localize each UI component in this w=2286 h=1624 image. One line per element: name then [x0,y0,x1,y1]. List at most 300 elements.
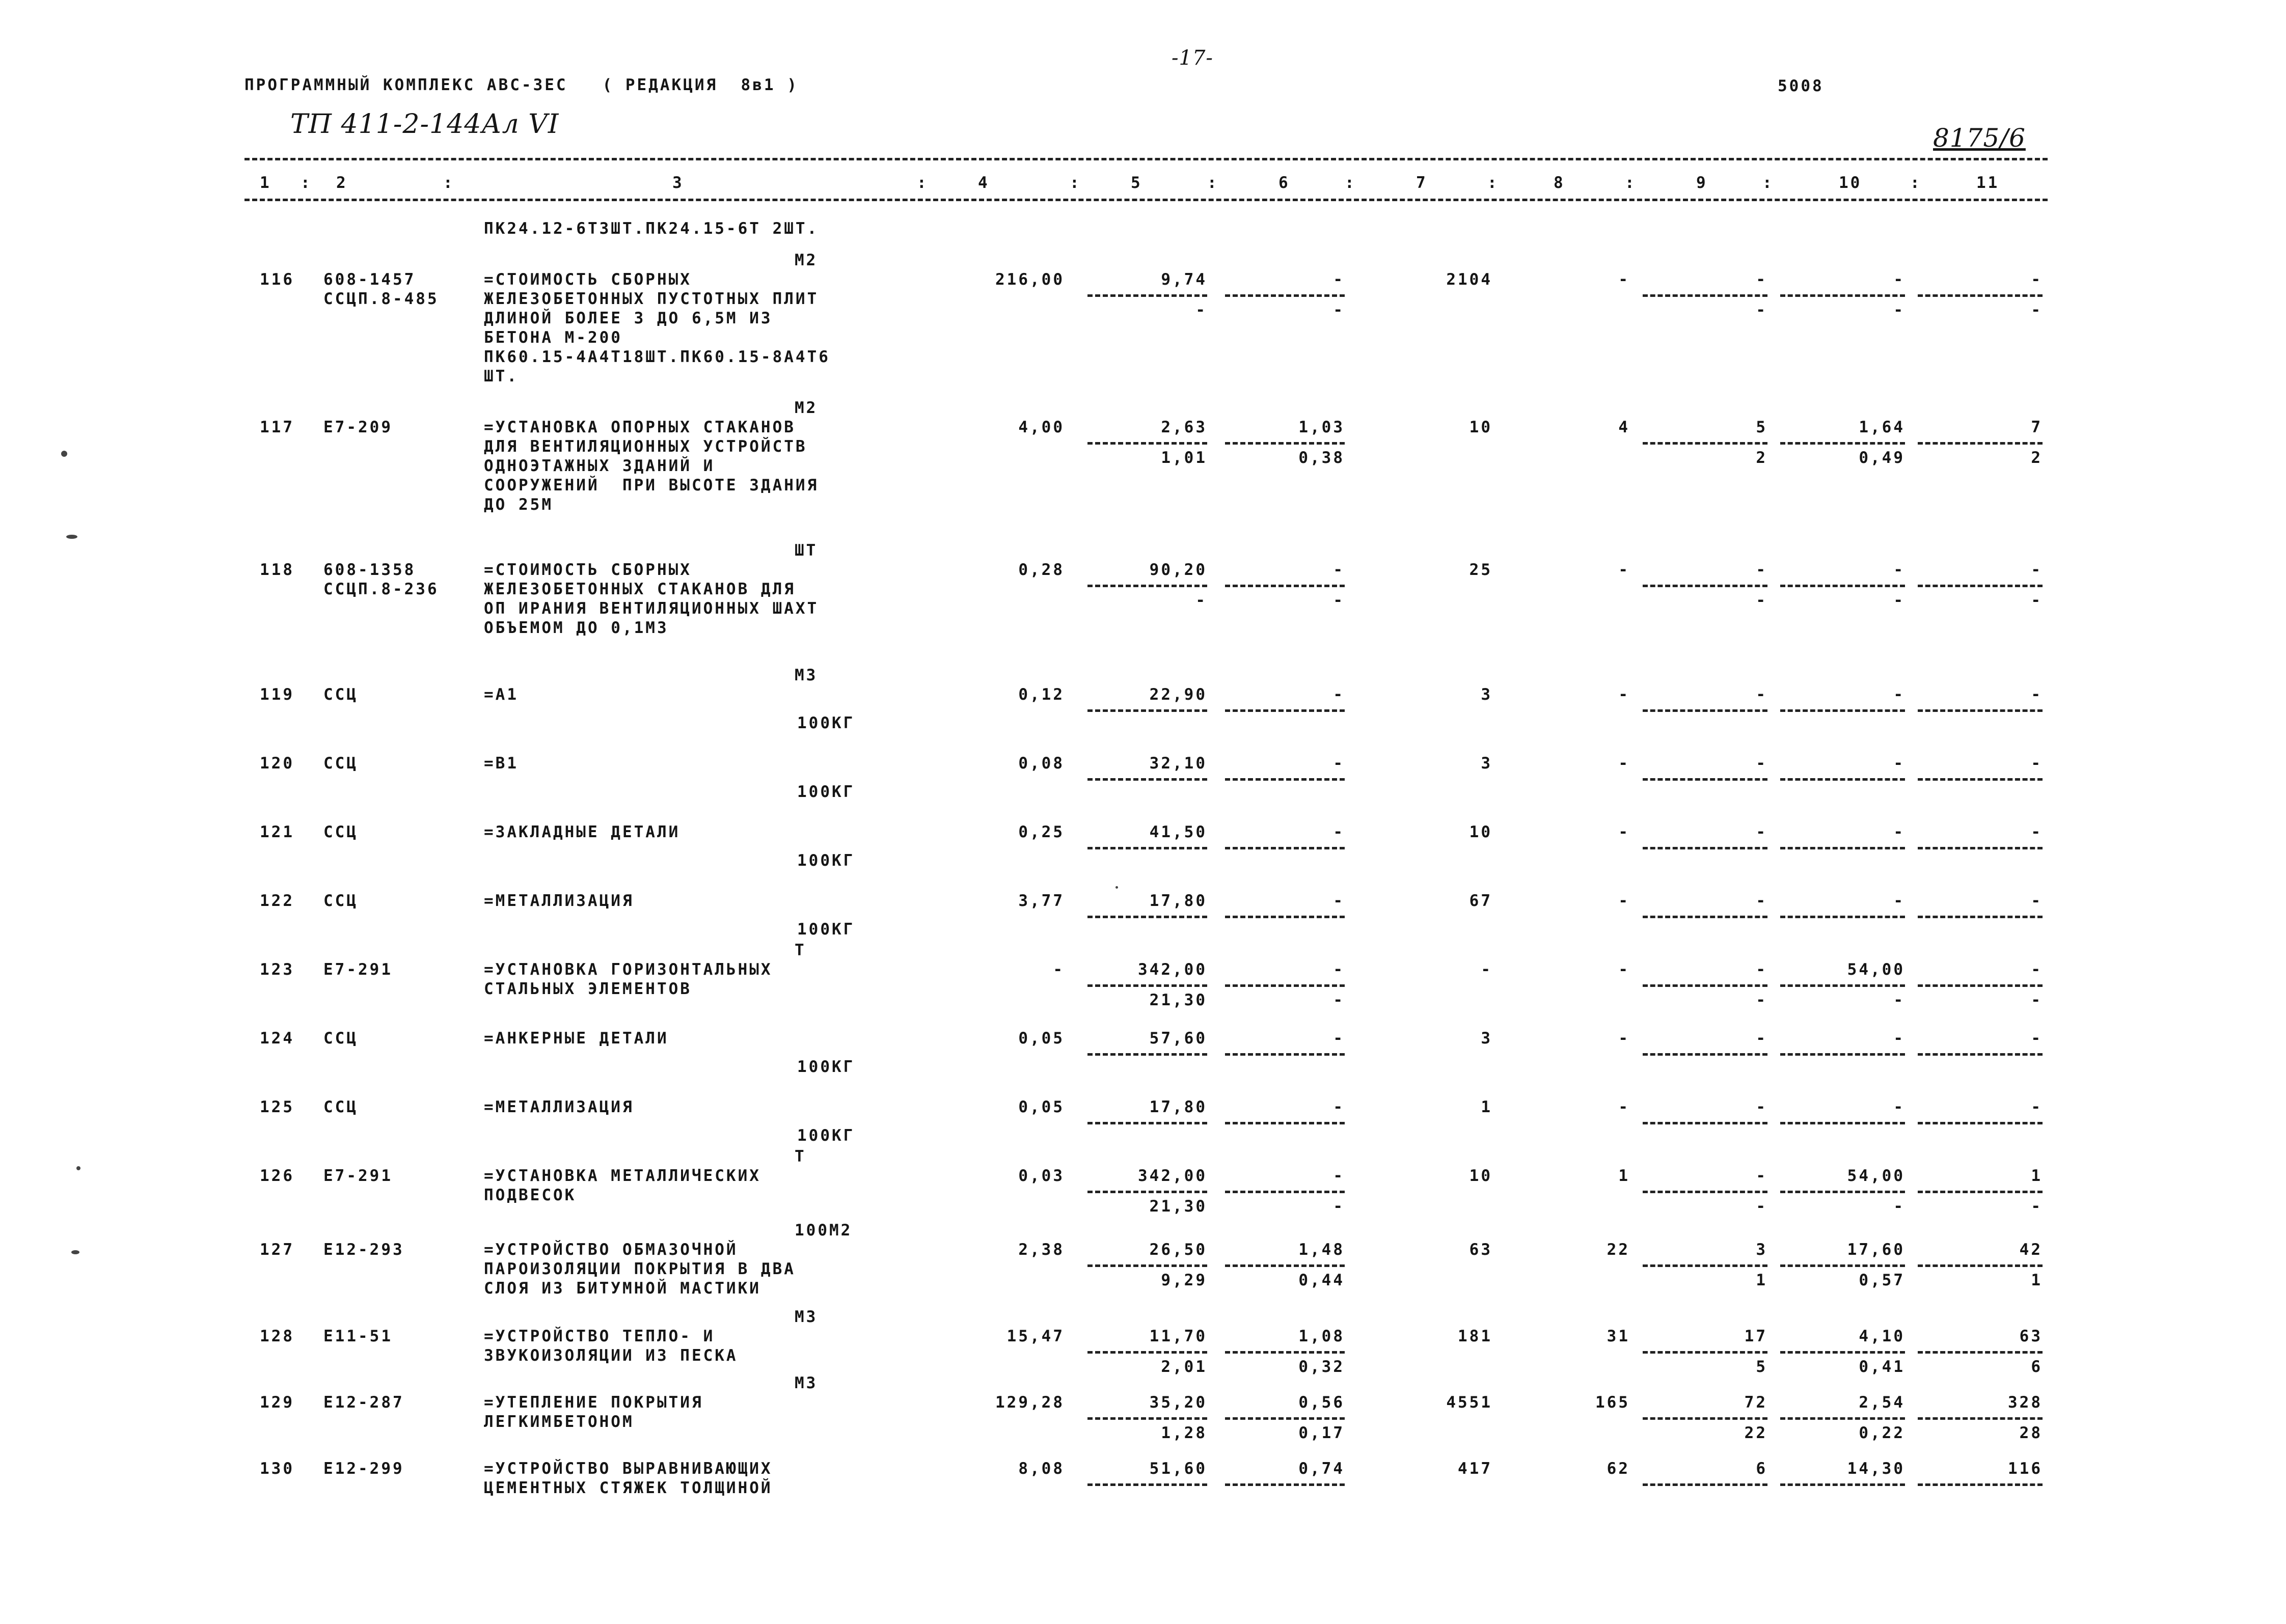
norm-code: ССЦ [323,1098,358,1116]
header-rule-top [244,158,2048,160]
unit-of-measure: М3 [795,1308,818,1326]
unit-of-measure: М3 [795,666,818,684]
cell-divider [1780,984,1905,987]
work-description-line: БЕТОНА М-200 [484,328,622,347]
cost-cell: - [1893,823,1905,841]
cell-divider [1918,1053,2043,1056]
unit-of-measure-secondary: 100КГ [797,1126,855,1145]
work-description-line: ОБЪЕМОМ ДО 0,1М3 [484,619,669,637]
cost-cell-secondary: 2 [1756,449,1767,467]
cost-cell-secondary: - [1756,1197,1767,1216]
unit-of-measure: М3 [795,1374,818,1392]
unit-of-measure: 100М2 [795,1221,853,1240]
quantity-cell: 0,12 [1018,685,1065,704]
cost-cell-secondary: - [1756,301,1767,319]
cell-divider [1780,778,1905,781]
cost-cell: 63 [2019,1327,2043,1345]
cost-cell: - [2031,685,2043,704]
cost-cell: - [2031,754,2043,773]
price-cell-secondary: 0,17 [1298,1424,1345,1442]
norm-code: Е12-299 [323,1460,404,1478]
column-header-4: 4 [978,174,990,192]
cost-cell: 1 [2031,1167,2043,1185]
work-description-line: ЗВУКОИЗОЛЯЦИИ ИЗ ПЕСКА [484,1346,738,1365]
cell-divider [1643,778,1767,781]
cost-cell: - [1893,561,1905,579]
cost-cell-secondary: - [2031,301,2043,319]
unit-of-measure-secondary: 100КГ [797,1058,855,1076]
row-number: 129 [260,1393,294,1412]
unit-of-measure: Т [795,941,806,959]
price-cell-secondary: 21,30 [1149,1197,1207,1216]
column-separator: : [917,174,929,192]
work-description-line: =УСТАНОВКА МЕТАЛЛИЧЕСКИХ [484,1167,761,1185]
cell-divider [1918,585,2043,587]
scan-speck [61,451,67,457]
cell-divider [1225,1351,1345,1354]
row-number: 128 [260,1327,294,1345]
cost-cell: 1,64 [1859,418,1905,436]
row-number: 122 [260,892,294,910]
work-description-line: =МЕТАЛЛИЗАЦИЯ [484,1098,634,1116]
cost-cell: - [1756,270,1767,289]
cell-divider [1225,1122,1345,1124]
cost-cell: 116 [2008,1460,2043,1478]
cell-divider [1087,778,1207,781]
scan-speck [1115,886,1118,889]
price-cell: 17,80 [1149,892,1207,910]
norm-code: ССЦ [323,685,358,704]
header-rule-bottom [244,199,2048,201]
cell-divider [1087,1417,1207,1420]
cost-cell-secondary: 28 [2019,1424,2043,1442]
row-number: 124 [260,1029,294,1048]
work-description-line: =УСТРОЙСТВО ВЫРАВНИВАЮЩИХ [484,1460,773,1478]
work-description-line: ПК60.15-4А4Т18ШТ.ПК60.15-8А4Т6 [484,348,830,366]
unit-of-measure-secondary: 100КГ [797,920,855,939]
cost-cell: 54,00 [1847,960,1905,979]
cell-divider [1225,916,1345,918]
work-description-line: =СТОИМОСТЬ СБОРНЫХ [484,561,692,579]
cell-divider [1918,709,2043,712]
cell-divider [1087,709,1207,712]
norm-code: Е11-51 [323,1327,393,1345]
column-separator: : [443,174,455,192]
cell-divider [1643,916,1767,918]
cell-divider [1225,442,1345,445]
column-separator: : [1207,174,1219,192]
cost-cell-secondary: - [2031,1197,2043,1216]
scan-speck [66,535,77,539]
row-number: 125 [260,1098,294,1116]
program-title: ПРОГРАММНЫЙ КОМПЛЕКС АВС-ЗЕС ( РЕДАКЦИЯ 8в1 ) [244,76,799,94]
quantity-cell: 0,03 [1018,1167,1065,1185]
cost-cell-secondary: - [1756,991,1767,1009]
price-cell-secondary: - [1333,991,1345,1009]
work-description-line: ЛЕГКИМБЕТОНОМ [484,1413,634,1431]
cost-cell-secondary: 5 [1756,1358,1767,1376]
cost-cell-secondary: 1 [2031,1271,2043,1289]
cell-divider [1087,847,1207,849]
cell-divider [1780,294,1905,297]
cell-divider [1643,984,1767,987]
cell-divider [1643,1483,1767,1486]
cost-cell: 6 [1756,1460,1767,1478]
cell-divider [1643,1053,1767,1056]
norm-code: Е12-287 [323,1393,404,1412]
column-header-10: 10 [1839,174,1862,192]
quantity-cell: 0,05 [1018,1029,1065,1048]
norm-code: 608-1358 [323,561,416,579]
cell-divider [1918,916,2043,918]
unit-of-measure-secondary: 100КГ [797,714,855,732]
price-cell: - [1333,892,1345,910]
cell-divider [1087,1351,1207,1354]
total-cell: 3 [1481,685,1492,704]
work-description-line: =СТОИМОСТЬ СБОРНЫХ [484,270,692,289]
price-cell: - [1333,1167,1345,1185]
work-description-line: ДО 25М [484,496,553,514]
norm-code: ССЦ [323,754,358,773]
price-cell-secondary: - [1333,591,1345,610]
work-description-line: =УСТРОЙСТВО ТЕПЛО- И [484,1327,715,1345]
total-cell: 1 [1481,1098,1492,1116]
price-cell: 11,70 [1149,1327,1207,1345]
price-cell: - [1333,1098,1345,1116]
column-header-9: 9 [1696,174,1708,192]
cell-divider [1918,1351,2043,1354]
column-separator: : [1070,174,1081,192]
cost-cell: - [1756,754,1767,773]
work-description-line: =В1 [484,754,519,773]
scan-speck [71,1250,79,1254]
cost-cell: - [1756,960,1767,979]
total-cell: 63 [1469,1241,1492,1259]
quantity-cell: 129,28 [995,1393,1065,1412]
cost-cell: - [2031,892,2043,910]
unit-of-measure: М2 [795,399,818,417]
price-cell: 1,08 [1298,1327,1345,1345]
cost-cell-secondary: 0,49 [1859,449,1905,467]
price-cell: 51,60 [1149,1460,1207,1478]
work-description-line: =ЗАКЛАДНЫЕ ДЕТАЛИ [484,823,681,841]
price-cell: - [1333,270,1345,289]
price-cell: 26,50 [1149,1241,1207,1259]
cost-cell-secondary: 0,41 [1859,1358,1905,1376]
cell-divider [1918,442,2043,445]
column-separator: : [1625,174,1637,192]
cost-cell: - [1756,823,1767,841]
norm-code-secondary: ССЦП.8-485 [323,290,439,308]
total-cell: 2104 [1446,270,1492,289]
cell-divider [1918,778,2043,781]
cell-divider [1918,1417,2043,1420]
unit-of-measure: М2 [795,251,818,269]
cost-cell: - [1756,1098,1767,1116]
price-cell: 2,63 [1161,418,1207,436]
cost-cell: - [1756,1029,1767,1048]
cost-cell: - [1893,892,1905,910]
cost-cell-secondary: 1 [1756,1271,1767,1289]
cell-divider [1643,709,1767,712]
cell-divider [1780,442,1905,445]
cell-divider [1780,1191,1905,1193]
cost-cell: - [1893,754,1905,773]
wage-cell: 4 [1618,418,1630,436]
column-separator: : [1762,174,1774,192]
document-code: 5008 [1778,77,1824,95]
cell-divider [1780,585,1905,587]
cost-cell: 2,54 [1859,1393,1905,1412]
work-description-line: =А1 [484,685,519,704]
cell-divider [1225,1264,1345,1267]
row-number: 126 [260,1167,294,1185]
quantity-cell: 0,05 [1018,1098,1065,1116]
cell-divider [1643,1351,1767,1354]
row-number: 123 [260,960,294,979]
column-header-1: 1 [260,174,271,192]
cost-cell: 72 [1744,1393,1767,1412]
cell-divider [1225,1417,1345,1420]
price-cell-secondary: - [1333,1197,1345,1216]
cost-cell-secondary: 0,57 [1859,1271,1905,1289]
cost-cell: - [1893,1029,1905,1048]
quantity-cell: 216,00 [995,270,1065,289]
price-cell: 342,00 [1138,1167,1207,1185]
cost-cell: 14,30 [1847,1460,1905,1478]
total-cell: - [1481,960,1492,979]
work-description-line: =УСТАНОВКА ГОРИЗОНТАЛЬНЫХ [484,960,773,979]
norm-code: Е12-293 [323,1241,404,1259]
cost-cell: - [2031,823,2043,841]
work-description-line: ДЛИНОЙ БОЛЕЕ 3 ДО 6,5М ИЗ [484,309,773,327]
work-description-line: ОДНОЭТАЖНЫХ ЗДАНИЙ И [484,457,715,475]
cell-divider [1643,1417,1767,1420]
cell-divider [1780,1264,1905,1267]
column-separator: : [1345,174,1356,192]
unit-of-measure: ШТ [795,541,818,560]
cell-divider [1087,1483,1207,1486]
cost-cell: 7 [2031,418,2043,436]
cell-divider [1087,984,1207,987]
unit-of-measure-secondary: 100КГ [797,851,855,870]
wage-cell: - [1618,1098,1630,1116]
quantity-cell: 8,08 [1018,1460,1065,1478]
column-separator: : [1487,174,1499,192]
row-number: 121 [260,823,294,841]
total-cell: 10 [1469,418,1492,436]
quantity-cell: - [1053,960,1065,979]
cost-cell: 5 [1756,418,1767,436]
price-cell-secondary: 0,32 [1298,1358,1345,1376]
cell-divider [1225,294,1345,297]
total-cell: 417 [1458,1460,1492,1478]
cost-cell: - [2031,561,2043,579]
wage-cell: - [1618,1029,1630,1048]
norm-code: ССЦ [323,823,358,841]
cost-cell: - [2031,960,2043,979]
continuation-line: ПК24.12-6Т3ШТ.ПК24.15-6Т 2ШТ. [484,219,819,238]
norm-code: Е7-209 [323,418,393,436]
cell-divider [1087,1053,1207,1056]
wage-cell: 22 [1607,1241,1630,1259]
cell-divider [1225,1483,1345,1486]
total-cell: 10 [1469,1167,1492,1185]
price-cell: - [1333,960,1345,979]
unit-of-measure-secondary: 100КГ [797,783,855,801]
price-cell-secondary: - [1195,301,1207,319]
row-number: 120 [260,754,294,773]
row-number: 116 [260,270,294,289]
work-description-line: ЖЕЛЕЗОБЕТОННЫХ ПУСТОТНЫХ ПЛИТ [484,290,819,308]
cost-cell: 54,00 [1847,1167,1905,1185]
cell-divider [1087,1122,1207,1124]
column-header-2: 2 [336,174,348,192]
cell-divider [1780,916,1905,918]
quantity-cell: 3,77 [1018,892,1065,910]
price-cell-secondary: - [1333,301,1345,319]
cost-cell-secondary: - [1893,1197,1905,1216]
cell-divider [1225,847,1345,849]
wage-cell: 62 [1607,1460,1630,1478]
cost-cell-secondary: - [1756,591,1767,610]
cell-divider [1780,709,1905,712]
row-number: 130 [260,1460,294,1478]
cell-divider [1087,585,1207,587]
row-number: 119 [260,685,294,704]
column-header-6: 6 [1278,174,1290,192]
price-cell: 17,80 [1149,1098,1207,1116]
cell-divider [1643,442,1767,445]
cost-cell-secondary: 22 [1744,1424,1767,1442]
price-cell-secondary: 1,28 [1161,1424,1207,1442]
work-description-line: СТАЛЬНЫХ ЭЛЕМЕНТОВ [484,980,692,998]
cell-divider [1918,847,2043,849]
cost-cell-secondary: 6 [2031,1358,2043,1376]
price-cell-secondary: 21,30 [1149,991,1207,1009]
price-cell: 22,90 [1149,685,1207,704]
norm-code: ССЦ [323,892,358,910]
cost-cell: 17,60 [1847,1241,1905,1259]
cost-cell-secondary: - [2031,591,2043,610]
cell-divider [1780,1053,1905,1056]
norm-code: 608-1457 [323,270,416,289]
page-number: -17- [1172,46,1213,70]
cost-cell-secondary: 0,22 [1859,1424,1905,1442]
work-description-line: ОП ИРАНИЯ ВЕНТИЛЯЦИОННЫХ ШАХТ [484,599,819,618]
quantity-cell: 4,00 [1018,418,1065,436]
price-cell: - [1333,561,1345,579]
cell-divider [1918,984,2043,987]
cost-cell: - [1756,561,1767,579]
wage-cell: - [1618,270,1630,289]
cell-divider [1643,585,1767,587]
work-description-line: ДЛЯ ВЕНТИЛЯЦИОННЫХ УСТРОЙСТВ [484,437,807,456]
cost-cell: - [1893,270,1905,289]
wage-cell: - [1618,960,1630,979]
cell-divider [1780,1122,1905,1124]
price-cell-secondary: 1,01 [1161,449,1207,467]
wage-cell: - [1618,561,1630,579]
cost-cell: - [2031,1029,2043,1048]
cost-cell: 328 [2008,1393,2043,1412]
cell-divider [1087,1264,1207,1267]
column-header-7: 7 [1416,174,1428,192]
quantity-cell: 0,08 [1018,754,1065,773]
cell-divider [1918,1264,2043,1267]
work-description-line: СООРУЖЕНИЙ ПРИ ВЫСОТЕ ЗДАНИЯ [484,476,819,494]
cost-cell-secondary: - [1893,991,1905,1009]
norm-code-secondary: ССЦП.8-236 [323,580,439,598]
total-cell: 181 [1458,1327,1492,1345]
cost-cell-secondary: - [2031,991,2043,1009]
price-cell-secondary: 9,29 [1161,1271,1207,1289]
cost-cell: - [1893,1098,1905,1116]
cell-divider [1643,1122,1767,1124]
cost-cell: - [1893,685,1905,704]
cell-divider [1918,1191,2043,1193]
work-description-line: ПОДВЕСОК [484,1186,577,1204]
price-cell: 0,74 [1298,1460,1345,1478]
total-cell: 3 [1481,754,1492,773]
price-cell-secondary: 0,38 [1298,449,1345,467]
total-cell: 4551 [1446,1393,1492,1412]
wage-cell: 1 [1618,1167,1630,1185]
price-cell: - [1333,823,1345,841]
cost-cell: 4,10 [1859,1327,1905,1345]
work-description-line: СЛОЯ ИЗ БИТУМНОЙ МАСТИКИ [484,1279,761,1298]
price-cell: 41,50 [1149,823,1207,841]
price-cell: 9,74 [1161,270,1207,289]
cell-divider [1780,1351,1905,1354]
cost-cell: 3 [1756,1241,1767,1259]
cost-cell: - [2031,270,2043,289]
total-cell: 25 [1469,561,1492,579]
price-cell: 90,20 [1149,561,1207,579]
cost-cell: - [1756,1167,1767,1185]
work-description-line: ЖЕЛЕЗОБЕТОННЫХ СТАКАНОВ ДЛЯ [484,580,796,598]
cell-divider [1780,1483,1905,1486]
wage-cell: - [1618,892,1630,910]
norm-code: ССЦ [323,1029,358,1048]
cell-divider [1225,984,1345,987]
norm-code: Е7-291 [323,1167,393,1185]
work-description-line: =УСТРОЙСТВО ОБМАЗОЧНОЙ [484,1241,738,1259]
work-description-line: =МЕТАЛЛИЗАЦИЯ [484,892,634,910]
cost-cell: 42 [2019,1241,2043,1259]
cell-divider [1225,1053,1345,1056]
cell-divider [1780,847,1905,849]
cost-cell-secondary: - [1893,591,1905,610]
column-header-8: 8 [1554,174,1565,192]
price-cell: 1,48 [1298,1241,1345,1259]
work-description-line: =УСТАНОВКА ОПОРНЫХ СТАКАНОВ [484,418,796,436]
total-cell: 10 [1469,823,1492,841]
wage-cell: 165 [1595,1393,1630,1412]
column-separator: : [301,174,312,192]
cell-divider [1780,1417,1905,1420]
price-cell: - [1333,754,1345,773]
cell-divider [1087,916,1207,918]
price-cell-secondary: - [1195,591,1207,610]
scan-speck [76,1166,80,1170]
cost-cell: - [1756,892,1767,910]
cell-divider [1643,847,1767,849]
price-cell: 57,60 [1149,1029,1207,1048]
price-cell: 32,10 [1149,754,1207,773]
cell-divider [1087,1191,1207,1193]
cell-divider [1087,294,1207,297]
